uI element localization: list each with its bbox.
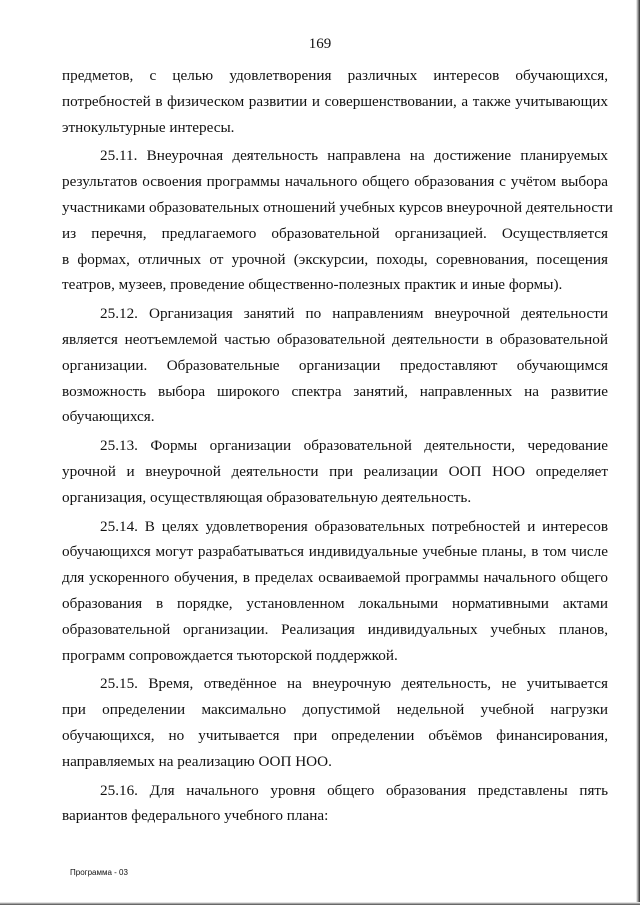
text-line: является неотъемлемой частью образовательной деятельности в образовательной	[62, 330, 608, 348]
paragraph-continuation	[62, 63, 608, 140]
text-line: вариантов федерального учебного плана:	[62, 807, 329, 825]
text-line: из перечня, предлагаемого образовательной организацией. Осуществляется	[62, 224, 608, 242]
text-line: 25.11. Внеурочная деятельность направлена на достижение планируемых	[100, 147, 608, 165]
text-line: обучающихся, но учитывается при определении объёмов финансирования,	[62, 726, 608, 744]
paragraph-25-13	[62, 433, 608, 510]
paragraph-25-16	[62, 778, 608, 830]
text-line: 25.13. Формы организации образовательной деятельности, чередование	[100, 437, 608, 455]
text-line: 25.15. Время, отведённое на внеурочную деятельность, не учитывается	[100, 675, 608, 693]
text-line: потребностей в физическом развитии и совершенствовании, а также учитывающих	[62, 92, 608, 110]
text-line: урочной и внеурочной деятельности при реализации ООП НОО определяет	[62, 462, 608, 480]
text-line: 25.16. Для начального уровня общего образования представлены пять	[100, 781, 608, 799]
text-line: участниками образовательных отношений учебных курсов внеурочной деятельности	[62, 198, 613, 216]
text-line: 25.12. Организация занятий по направлениям внеурочной деятельности	[100, 305, 608, 323]
paragraph-25-12	[62, 301, 608, 430]
text-line: театров, музеев, проведение общественно-полезных практик и иные формы).	[62, 276, 563, 294]
text-line: этнокультурные интересы.	[62, 118, 235, 136]
text-line: возможность выбора широкого спектра занятий, направленных на развитие	[62, 382, 608, 400]
text-line: организация, осуществляющая образовательную деятельность.	[62, 488, 472, 506]
text-line: в формах, отличных от урочной (экскурсии, походы, соревнования, посещения	[62, 250, 608, 268]
text-line: направляемых на реализацию ООП НОО.	[62, 752, 332, 770]
text-line: организации. Образовательные организации предоставляют обучающимся	[62, 356, 608, 374]
text-line: обучающихся.	[62, 408, 155, 426]
text-line: результатов освоения программы начального общего образования с учётом выбора	[62, 173, 608, 191]
text-line: при определении максимально допустимой недельной учебной нагрузки	[62, 701, 608, 719]
page-edge-shadow-right	[636, 0, 640, 905]
text-line: обучающихся могут разрабатываться индивидуальные учебные планы, в том числе	[62, 543, 608, 561]
text-line: образовательной организации. Реализация индивидуальных учебных планов,	[62, 620, 608, 638]
text-line: для ускоренного обучения, в пределах осваиваемой программы начального общего	[62, 569, 608, 587]
paragraph-25-11	[62, 143, 613, 298]
paragraph-25-15	[62, 671, 608, 774]
page-footer: Программа - 03	[70, 868, 128, 877]
document-body	[62, 63, 613, 829]
text-line: образования в порядке, установленном локальными нормативными актами	[62, 594, 608, 612]
text-line: программ сопровождается тьюторской поддержкой.	[62, 646, 398, 664]
paragraph-25-14	[62, 514, 608, 669]
text-line: предметов, с целью удовлетворения различных интересов обучающихся,	[62, 67, 608, 84]
page-number: 169	[308, 36, 332, 52]
text-line: 25.14. В целях удовлетворения образовательных потребностей и интересов	[100, 517, 608, 535]
